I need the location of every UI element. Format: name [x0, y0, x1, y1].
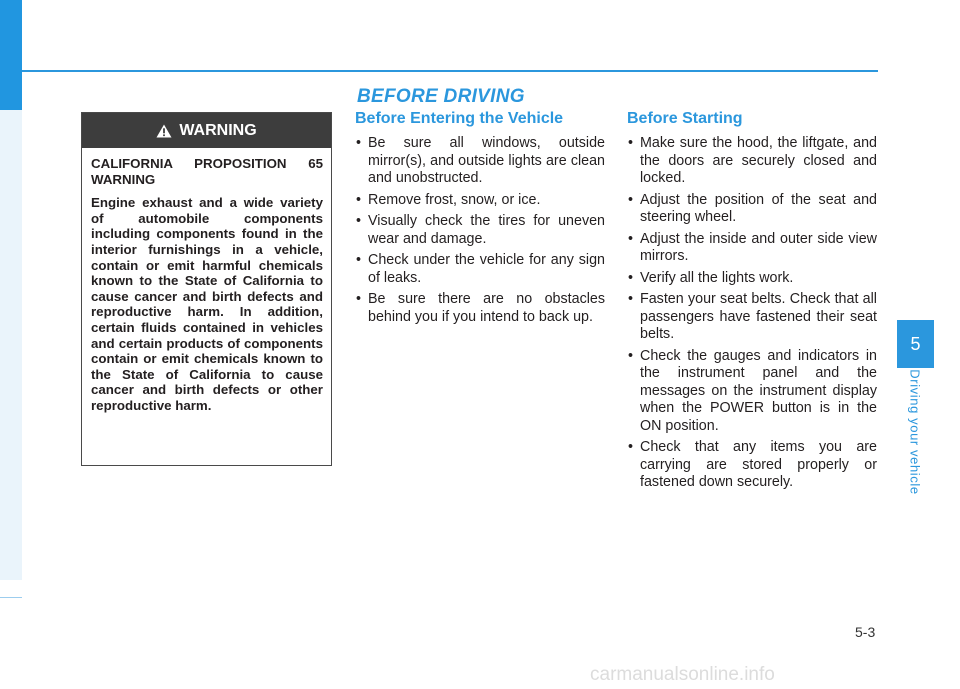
list-item: • Fasten your seat belts. Check that all passengers have fastened their seat belts.: [627, 291, 877, 344]
list-item: • Be sure all windows, outside mirror(s), and outside lights are clean and unobstructed.: [355, 135, 605, 188]
list-item: • Check the gauges and indicators in the instrument panel and the messages on the instrument display when the POWER button is in the ON position.: [627, 348, 877, 436]
before-entering-list: [355, 135, 605, 326]
list-item: • Verify all the lights work.: [627, 270, 877, 288]
list-item: • Make sure the hood, the liftgate, and the doors are securely closed and locked.: [627, 135, 877, 188]
list-item: • Be sure there are no obstacles behind you if you intend to back up.: [355, 291, 605, 326]
warning-text: Engine exhaust and a wide variety of automobile components including components found in the interior furnishings in a vehicle, contain or emit harmful chemicals known to the State of California to cause cancer and birth defects and reproductive harm. In addition, certain fluids contained in vehicles and certain products of components contain or emit chemicals known to the State of California to cause cancer and birth defects or other reproductive harm.: [91, 195, 323, 413]
before-entering-heading: Before Entering the Vehicle: [355, 110, 564, 127]
warning-box: [81, 112, 332, 466]
chapter-number-tab: 5: [897, 320, 934, 368]
list-item: • Check that any items you are carrying are stored properly or fastened down securely.: [627, 439, 877, 492]
section-title: BEFORE DRIVING: [357, 86, 525, 107]
chapter-tab-marker: [0, 0, 22, 110]
before-starting-section: [627, 110, 877, 496]
list-item: • Visually check the tires for uneven wear and damage.: [355, 213, 605, 248]
before-starting-heading: Before Starting: [627, 110, 743, 127]
warning-body: [82, 148, 331, 414]
left-margin-rule: [0, 597, 22, 598]
list-item: • Adjust the inside and outer side view mirrors.: [627, 231, 877, 266]
chapter-label: Driving your vehicle: [907, 369, 923, 495]
warning-header-label: WARNING: [179, 121, 257, 139]
before-entering-section: [355, 110, 605, 330]
warning-triangle-icon: [156, 124, 172, 138]
watermark-text: carmanualsonline.info: [590, 664, 775, 685]
warning-title: CALIFORNIA PROPOSITION 65 WARNING: [91, 156, 323, 187]
header-rule: [22, 70, 878, 72]
page-number: 5-3: [855, 624, 876, 640]
list-item: • Remove frost, snow, or ice.: [355, 192, 605, 210]
left-margin-strip: [0, 110, 22, 580]
warning-header: [82, 113, 331, 148]
list-item: • Check under the vehicle for any sign of leaks.: [355, 252, 605, 287]
list-item: • Adjust the position of the seat and steering wheel.: [627, 192, 877, 227]
before-starting-list: [627, 135, 877, 492]
